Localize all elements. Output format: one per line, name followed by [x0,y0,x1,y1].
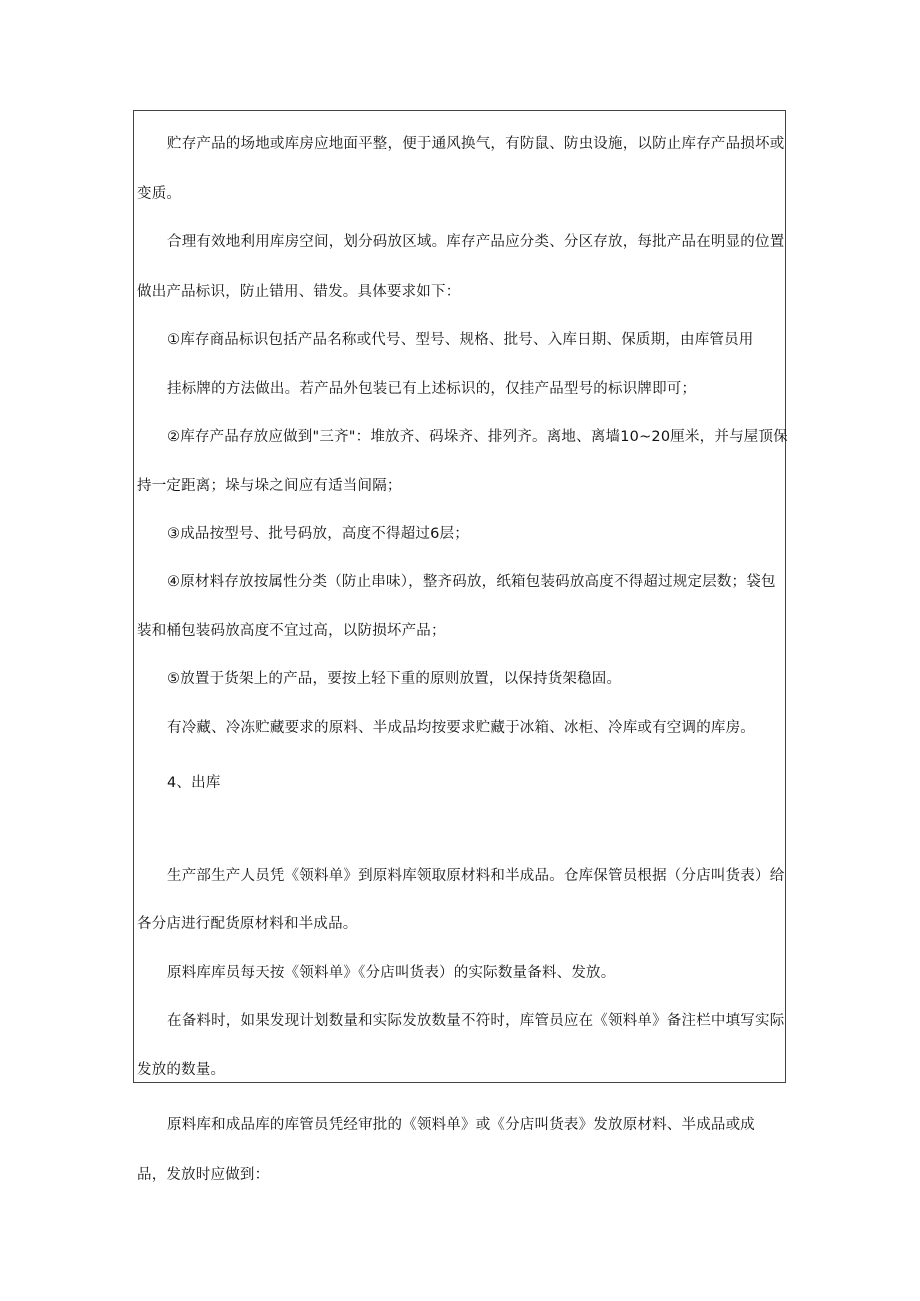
paragraph-line: 发放的数量。 [137,1062,226,1078]
paragraph-line: 生产部生产人员凭《领料单》到原料库领取原材料和半成品。仓库保管员根据（分店叫货表）给 [167,868,785,884]
paragraph-line: 原料库库员每天按《领料单》《分店叫货表）的实际数量备料、发放。 [167,965,616,981]
paragraph-line: 在备料时，如果发现计划数量和实际发放数量不符时，库管员应在《领料单》备注栏中填写实际 [167,1013,785,1029]
paragraph-line: ②库存产品存放应做到"三齐"：堆放齐、码垛齐、排列齐。离地、离墙10~20厘米，并与屋顶保 [167,429,788,445]
section-heading: 4、出库 [167,775,221,791]
paragraph-line: 品，发放时应做到： [137,1167,270,1183]
paragraph-line: ③成品按型号、批号码放，高度不得超过6层； [167,526,469,542]
paragraph-line: 贮存产品的场地或库房应地面平整，便于通风换气，有防鼠、防虫设施，以防止库存产品损坏或 [167,136,785,152]
paragraph-line: 做出产品标识，防止错用、错发。具体要求如下： [137,284,461,300]
paragraph-line: 原料库和成品库的库管员凭经审批的《领料单》或《分店叫货表》发放原材料、半成品或成 [167,1117,755,1133]
paragraph-line: 持一定距离；垛与垛之间应有适当间隔； [137,478,402,494]
paragraph-line: 变质。 [137,186,182,202]
paragraph-line: 装和桶包装码放高度不宜过高，以防损坏产品； [137,623,446,639]
content-frame [133,110,786,1083]
paragraph-line: ①库存商品标识包括产品名称或代号、型号、规格、批号、入库日期、保质期，由库管员用 [167,332,754,348]
paragraph-line: 各分店进行配货原材料和半成品。 [137,916,358,932]
paragraph-line: ④原材料存放按属性分类（防止串味），整齐码放，纸箱包装码放高度不得超过规定层数；袋包 [167,574,776,590]
paragraph-line: ⑤放置于货架上的产品，要按上轻下重的原则放置，以保持货架稳固。 [167,671,622,687]
paragraph-line: 有冷藏、冷冻贮藏要求的原料、半成品均按要求贮藏于冰箱、冰柜、冷库或有空调的库房。 [167,720,755,736]
paragraph-line: 挂标牌的方法做出。若产品外包装已有上述标识的，仅挂产品型号的标识牌即可； [167,381,697,397]
paragraph-line: 合理有效地利用库房空间，划分码放区域。库存产品应分类、分区存放，每批产品在明显的位置 [167,234,785,250]
